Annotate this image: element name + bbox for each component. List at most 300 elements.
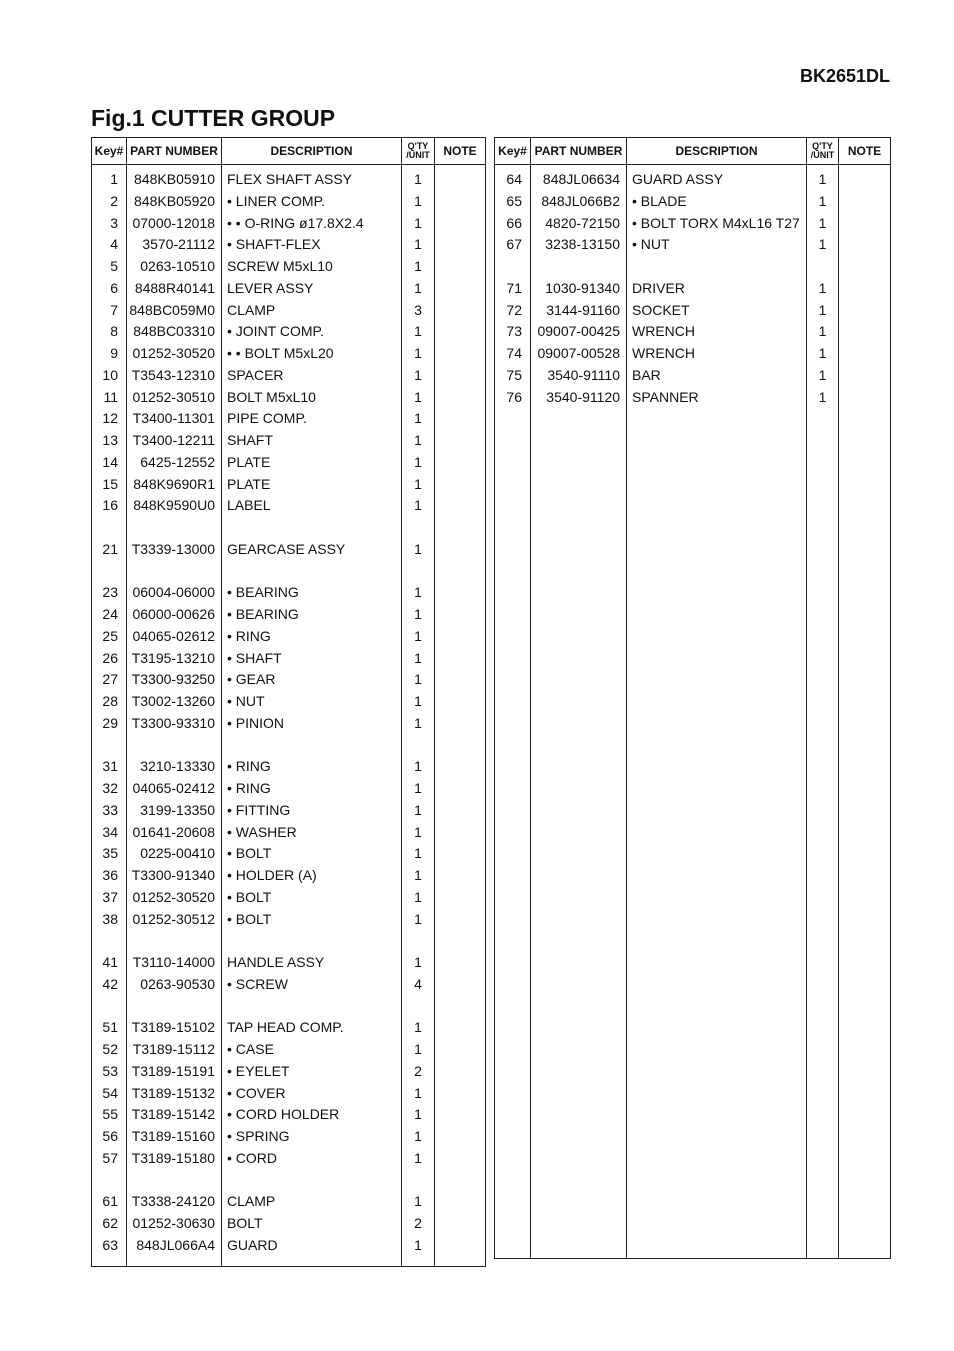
key-cell: 73 bbox=[495, 321, 531, 343]
note-cell bbox=[839, 190, 891, 212]
table-row bbox=[92, 212, 486, 234]
part-number-cell: 04065-02612 bbox=[127, 625, 222, 647]
table-row bbox=[92, 756, 486, 778]
part-number-cell: T3189-15160 bbox=[127, 1125, 222, 1147]
description-cell: • SHAFT bbox=[222, 647, 402, 669]
note-cell bbox=[435, 364, 486, 386]
key-cell bbox=[92, 995, 127, 1017]
qty-cell: 1 bbox=[402, 538, 435, 560]
table-row bbox=[92, 777, 486, 799]
qty-cell bbox=[402, 995, 435, 1017]
column-header-key: Key# bbox=[495, 138, 531, 165]
qty-cell: 1 bbox=[807, 165, 839, 191]
part-number-cell: 848KB05910 bbox=[127, 165, 222, 191]
qty-cell: 1 bbox=[807, 212, 839, 234]
qty-header-bottom: /UNIT bbox=[810, 150, 835, 160]
key-cell: 26 bbox=[92, 647, 127, 669]
part-number-cell bbox=[127, 516, 222, 538]
key-cell: 24 bbox=[92, 603, 127, 625]
note-cell bbox=[839, 255, 891, 277]
table-row bbox=[495, 190, 891, 212]
description-cell: TAP HEAD COMP. bbox=[222, 1017, 402, 1039]
table-row bbox=[92, 799, 486, 821]
qty-cell: 1 bbox=[402, 690, 435, 712]
description-cell: • CASE bbox=[222, 1038, 402, 1060]
qty-cell: 1 bbox=[807, 386, 839, 408]
table-row bbox=[92, 299, 486, 321]
key-cell: 7 bbox=[92, 299, 127, 321]
qty-cell: 1 bbox=[807, 299, 839, 321]
note-cell bbox=[435, 1147, 486, 1169]
description-cell: PIPE COMP. bbox=[222, 408, 402, 430]
key-cell: 72 bbox=[495, 299, 531, 321]
part-number-cell: 3199-13350 bbox=[127, 799, 222, 821]
description-cell bbox=[627, 255, 807, 277]
note-cell bbox=[435, 1125, 486, 1147]
note-cell bbox=[435, 560, 486, 582]
part-number-cell: T3339-13000 bbox=[127, 538, 222, 560]
note-cell bbox=[839, 277, 891, 299]
table-row bbox=[495, 299, 891, 321]
description-cell: • CORD HOLDER bbox=[222, 1104, 402, 1126]
qty-cell bbox=[402, 1169, 435, 1191]
table-row bbox=[92, 342, 486, 364]
table-row bbox=[92, 408, 486, 430]
key-cell: 38 bbox=[92, 908, 127, 930]
description-cell: • BOLT bbox=[222, 843, 402, 865]
qty-cell: 1 bbox=[402, 165, 435, 191]
part-number-cell: 848KB05920 bbox=[127, 190, 222, 212]
key-cell: 1 bbox=[92, 165, 127, 191]
description-cell: BOLT bbox=[222, 1212, 402, 1234]
key-cell: 67 bbox=[495, 234, 531, 256]
qty-cell: 1 bbox=[402, 1125, 435, 1147]
key-cell: 55 bbox=[92, 1104, 127, 1126]
qty-cell: 1 bbox=[402, 1147, 435, 1169]
table-row bbox=[92, 451, 486, 473]
note-cell bbox=[435, 951, 486, 973]
note-cell bbox=[435, 1212, 486, 1234]
note-cell bbox=[435, 1082, 486, 1104]
qty-cell: 1 bbox=[402, 234, 435, 256]
description-cell: PLATE bbox=[222, 473, 402, 495]
qty-cell: 1 bbox=[402, 647, 435, 669]
note-cell bbox=[435, 212, 486, 234]
qty-cell: 1 bbox=[807, 321, 839, 343]
part-number-cell: T3400-12211 bbox=[127, 429, 222, 451]
qty-cell: 1 bbox=[807, 342, 839, 364]
key-cell: 64 bbox=[495, 165, 531, 191]
qty-cell bbox=[402, 560, 435, 582]
table-row bbox=[92, 560, 486, 582]
description-cell: SOCKET bbox=[627, 299, 807, 321]
qty-cell: 1 bbox=[402, 451, 435, 473]
part-number-cell: 06004-06000 bbox=[127, 582, 222, 604]
description-cell bbox=[222, 995, 402, 1017]
qty-cell: 1 bbox=[402, 321, 435, 343]
table-row bbox=[495, 321, 891, 343]
qty-cell bbox=[402, 516, 435, 538]
description-cell: BAR bbox=[627, 364, 807, 386]
table-row bbox=[92, 625, 486, 647]
key-cell: 27 bbox=[92, 669, 127, 691]
note-cell bbox=[435, 321, 486, 343]
table-row bbox=[495, 277, 891, 299]
note-cell bbox=[435, 843, 486, 865]
description-cell: • RING bbox=[222, 777, 402, 799]
part-number-cell: 848JL066A4 bbox=[127, 1234, 222, 1256]
key-cell bbox=[92, 1169, 127, 1191]
qty-cell: 1 bbox=[402, 364, 435, 386]
description-cell: • BOLT bbox=[222, 886, 402, 908]
parts-table-left bbox=[91, 137, 486, 1267]
qty-cell: 4 bbox=[402, 973, 435, 995]
qty-cell: 1 bbox=[402, 429, 435, 451]
table-row bbox=[495, 234, 891, 256]
empty-cell bbox=[807, 408, 839, 1259]
qty-cell: 2 bbox=[402, 1060, 435, 1082]
part-number-cell: T3002-13260 bbox=[127, 690, 222, 712]
key-cell bbox=[92, 560, 127, 582]
table-row bbox=[92, 712, 486, 734]
table-row bbox=[92, 995, 486, 1017]
table-row bbox=[92, 1125, 486, 1147]
key-cell: 66 bbox=[495, 212, 531, 234]
table-row bbox=[92, 1038, 486, 1060]
description-cell: • JOINT COMP. bbox=[222, 321, 402, 343]
description-cell: PLATE bbox=[222, 451, 402, 473]
note-cell bbox=[435, 429, 486, 451]
key-cell: 56 bbox=[92, 1125, 127, 1147]
description-cell: LEVER ASSY bbox=[222, 277, 402, 299]
part-number-cell: T3300-93310 bbox=[127, 712, 222, 734]
note-cell bbox=[839, 364, 891, 386]
key-cell: 5 bbox=[92, 255, 127, 277]
key-cell: 36 bbox=[92, 864, 127, 886]
key-cell: 32 bbox=[92, 777, 127, 799]
empty-cell bbox=[127, 1256, 222, 1267]
description-cell: SPACER bbox=[222, 364, 402, 386]
qty-cell: 1 bbox=[402, 190, 435, 212]
qty-cell: 1 bbox=[402, 1191, 435, 1213]
part-number-cell: T3300-91340 bbox=[127, 864, 222, 886]
part-number-cell: 01252-30520 bbox=[127, 886, 222, 908]
description-cell: • CORD bbox=[222, 1147, 402, 1169]
note-cell bbox=[435, 277, 486, 299]
key-cell: 21 bbox=[92, 538, 127, 560]
note-cell bbox=[435, 1191, 486, 1213]
table-row bbox=[495, 364, 891, 386]
note-cell bbox=[435, 625, 486, 647]
description-cell: DRIVER bbox=[627, 277, 807, 299]
key-cell: 76 bbox=[495, 386, 531, 408]
table-row bbox=[92, 734, 486, 756]
key-cell: 57 bbox=[92, 1147, 127, 1169]
column-header-qty bbox=[807, 138, 839, 165]
part-number-cell: T3338-24120 bbox=[127, 1191, 222, 1213]
qty-cell: 1 bbox=[402, 777, 435, 799]
key-cell: 6 bbox=[92, 277, 127, 299]
table-header-row bbox=[495, 138, 891, 165]
table-row bbox=[92, 1060, 486, 1082]
key-cell: 53 bbox=[92, 1060, 127, 1082]
qty-cell: 1 bbox=[402, 843, 435, 865]
note-cell bbox=[435, 690, 486, 712]
key-cell: 4 bbox=[92, 234, 127, 256]
key-cell: 51 bbox=[92, 1017, 127, 1039]
table-row bbox=[92, 690, 486, 712]
qty-cell: 2 bbox=[402, 1212, 435, 1234]
description-cell: SPANNER bbox=[627, 386, 807, 408]
part-number-cell: 06000-00626 bbox=[127, 603, 222, 625]
table-row bbox=[495, 165, 891, 191]
part-number-cell: 848JL06634 bbox=[531, 165, 627, 191]
qty-cell: 1 bbox=[402, 1082, 435, 1104]
note-cell bbox=[435, 495, 486, 517]
description-cell: BOLT M5xL10 bbox=[222, 386, 402, 408]
qty-cell: 1 bbox=[807, 234, 839, 256]
qty-cell: 1 bbox=[402, 277, 435, 299]
key-cell bbox=[92, 930, 127, 952]
parts-list-left bbox=[92, 165, 486, 1267]
part-number-cell: 848BC03310 bbox=[127, 321, 222, 343]
qty-cell: 1 bbox=[807, 190, 839, 212]
table-header-row bbox=[92, 138, 486, 165]
note-cell bbox=[839, 342, 891, 364]
description-cell bbox=[222, 1169, 402, 1191]
part-number-cell: 3570-21112 bbox=[127, 234, 222, 256]
part-number-cell: 3210-13330 bbox=[127, 756, 222, 778]
key-cell: 23 bbox=[92, 582, 127, 604]
table-filler-row bbox=[495, 408, 891, 1259]
key-cell: 33 bbox=[92, 799, 127, 821]
part-number-cell: 0225-00410 bbox=[127, 843, 222, 865]
qty-cell: 1 bbox=[402, 669, 435, 691]
table-row bbox=[92, 669, 486, 691]
qty-cell: 1 bbox=[807, 364, 839, 386]
key-cell: 35 bbox=[92, 843, 127, 865]
note-cell bbox=[435, 386, 486, 408]
description-cell: • • BOLT M5xL20 bbox=[222, 342, 402, 364]
part-number-cell: 848JL066B2 bbox=[531, 190, 627, 212]
part-number-cell: 09007-00528 bbox=[531, 342, 627, 364]
key-cell: 8 bbox=[92, 321, 127, 343]
column-header-note: NOTE bbox=[839, 138, 891, 165]
table-row bbox=[92, 386, 486, 408]
part-number-cell: T3189-15112 bbox=[127, 1038, 222, 1060]
qty-cell: 1 bbox=[402, 886, 435, 908]
description-cell: • HOLDER (A) bbox=[222, 864, 402, 886]
description-cell: • BEARING bbox=[222, 582, 402, 604]
part-number-cell: T3189-15102 bbox=[127, 1017, 222, 1039]
part-number-cell: 01641-20608 bbox=[127, 821, 222, 843]
table-row bbox=[92, 1147, 486, 1169]
description-cell: • BOLT TORX M4xL16 T27 bbox=[627, 212, 807, 234]
note-cell bbox=[435, 1234, 486, 1256]
note-cell bbox=[435, 777, 486, 799]
part-number-cell: T3189-15180 bbox=[127, 1147, 222, 1169]
table-row bbox=[495, 386, 891, 408]
note-cell bbox=[435, 821, 486, 843]
parts-list-right bbox=[495, 165, 891, 1259]
table-row bbox=[92, 429, 486, 451]
qty-cell: 1 bbox=[402, 495, 435, 517]
description-cell: • EYELET bbox=[222, 1060, 402, 1082]
note-cell bbox=[435, 864, 486, 886]
part-number-cell: 01252-30510 bbox=[127, 386, 222, 408]
table-row bbox=[92, 1212, 486, 1234]
key-cell: 31 bbox=[92, 756, 127, 778]
description-cell: GUARD bbox=[222, 1234, 402, 1256]
part-number-cell: 09007-00425 bbox=[531, 321, 627, 343]
key-cell: 41 bbox=[92, 951, 127, 973]
note-cell bbox=[435, 473, 486, 495]
description-cell: • PINION bbox=[222, 712, 402, 734]
part-number-cell: 4820-72150 bbox=[531, 212, 627, 234]
key-cell: 37 bbox=[92, 886, 127, 908]
part-number-cell: 07000-12018 bbox=[127, 212, 222, 234]
column-header-part-number: PART NUMBER bbox=[531, 138, 627, 165]
table-row bbox=[92, 495, 486, 517]
table-row bbox=[92, 538, 486, 560]
note-cell bbox=[435, 712, 486, 734]
table-row bbox=[92, 255, 486, 277]
part-number-cell: 0263-10510 bbox=[127, 255, 222, 277]
description-cell: • SHAFT-FLEX bbox=[222, 234, 402, 256]
empty-cell bbox=[839, 408, 891, 1259]
description-cell: • RING bbox=[222, 756, 402, 778]
part-number-cell: 3540-91120 bbox=[531, 386, 627, 408]
description-cell: CLAMP bbox=[222, 1191, 402, 1213]
table-row bbox=[92, 647, 486, 669]
description-cell: • BLADE bbox=[627, 190, 807, 212]
qty-cell: 1 bbox=[402, 582, 435, 604]
table-row bbox=[92, 908, 486, 930]
table-row bbox=[92, 321, 486, 343]
key-cell: 54 bbox=[92, 1082, 127, 1104]
part-number-cell: 1030-91340 bbox=[531, 277, 627, 299]
part-number-cell: 3540-91110 bbox=[531, 364, 627, 386]
description-cell: • WASHER bbox=[222, 821, 402, 843]
qty-cell: 1 bbox=[402, 1017, 435, 1039]
note-cell bbox=[435, 342, 486, 364]
key-cell: 28 bbox=[92, 690, 127, 712]
description-cell: • FITTING bbox=[222, 799, 402, 821]
note-cell bbox=[435, 799, 486, 821]
part-number-cell: 6425-12552 bbox=[127, 451, 222, 473]
qty-cell: 1 bbox=[402, 712, 435, 734]
note-cell bbox=[435, 995, 486, 1017]
note-cell bbox=[839, 321, 891, 343]
note-cell bbox=[435, 647, 486, 669]
note-cell bbox=[435, 516, 486, 538]
description-cell: GEARCASE ASSY bbox=[222, 538, 402, 560]
qty-cell: 1 bbox=[402, 473, 435, 495]
note-cell bbox=[435, 190, 486, 212]
table-row bbox=[92, 973, 486, 995]
description-cell: HANDLE ASSY bbox=[222, 951, 402, 973]
key-cell bbox=[495, 255, 531, 277]
part-number-cell bbox=[127, 1169, 222, 1191]
qty-cell bbox=[402, 930, 435, 952]
key-cell: 13 bbox=[92, 429, 127, 451]
empty-cell bbox=[92, 1256, 127, 1267]
description-cell: • BOLT bbox=[222, 908, 402, 930]
key-cell: 71 bbox=[495, 277, 531, 299]
note-cell bbox=[839, 299, 891, 321]
description-cell bbox=[222, 516, 402, 538]
qty-cell: 3 bbox=[402, 299, 435, 321]
description-cell: • SPRING bbox=[222, 1125, 402, 1147]
description-cell: • COVER bbox=[222, 1082, 402, 1104]
table-row bbox=[92, 930, 486, 952]
description-cell: • SCREW bbox=[222, 973, 402, 995]
table-row bbox=[92, 843, 486, 865]
part-number-cell: 0263-90530 bbox=[127, 973, 222, 995]
key-cell: 62 bbox=[92, 1212, 127, 1234]
qty-cell: 1 bbox=[402, 908, 435, 930]
description-cell: • LINER COMP. bbox=[222, 190, 402, 212]
note-cell bbox=[435, 299, 486, 321]
note-cell bbox=[435, 582, 486, 604]
description-cell bbox=[222, 560, 402, 582]
note-cell bbox=[435, 408, 486, 430]
qty-cell bbox=[402, 734, 435, 756]
key-cell: 9 bbox=[92, 342, 127, 364]
description-cell: SHAFT bbox=[222, 429, 402, 451]
note-cell bbox=[435, 1169, 486, 1191]
note-cell bbox=[435, 538, 486, 560]
column-header-qty bbox=[402, 138, 435, 165]
note-cell bbox=[435, 255, 486, 277]
table-row bbox=[92, 364, 486, 386]
part-number-cell: 848K9590U0 bbox=[127, 495, 222, 517]
description-cell: FLEX SHAFT ASSY bbox=[222, 165, 402, 191]
note-cell bbox=[839, 234, 891, 256]
table-row bbox=[92, 277, 486, 299]
key-cell: 15 bbox=[92, 473, 127, 495]
part-number-cell: 3144-91160 bbox=[531, 299, 627, 321]
note-cell bbox=[435, 165, 486, 191]
description-cell: CLAMP bbox=[222, 299, 402, 321]
qty-cell: 1 bbox=[402, 255, 435, 277]
empty-cell bbox=[435, 1256, 486, 1267]
table-row bbox=[92, 473, 486, 495]
description-cell: • NUT bbox=[222, 690, 402, 712]
table-row bbox=[92, 165, 486, 191]
table-row bbox=[92, 951, 486, 973]
qty-cell: 1 bbox=[402, 603, 435, 625]
description-cell: • BEARING bbox=[222, 603, 402, 625]
note-cell bbox=[435, 886, 486, 908]
key-cell bbox=[92, 516, 127, 538]
qty-cell: 1 bbox=[402, 342, 435, 364]
key-cell: 34 bbox=[92, 821, 127, 843]
part-number-cell: T3110-14000 bbox=[127, 951, 222, 973]
table-row bbox=[92, 821, 486, 843]
note-cell bbox=[435, 973, 486, 995]
note-cell bbox=[435, 930, 486, 952]
empty-cell bbox=[402, 1256, 435, 1267]
empty-cell bbox=[495, 408, 531, 1259]
qty-cell bbox=[807, 255, 839, 277]
part-number-cell bbox=[127, 995, 222, 1017]
note-cell bbox=[435, 1060, 486, 1082]
column-header-description: DESCRIPTION bbox=[222, 138, 402, 165]
note-cell bbox=[839, 165, 891, 191]
key-cell: 16 bbox=[92, 495, 127, 517]
qty-header-top: Q'TY bbox=[812, 141, 833, 151]
